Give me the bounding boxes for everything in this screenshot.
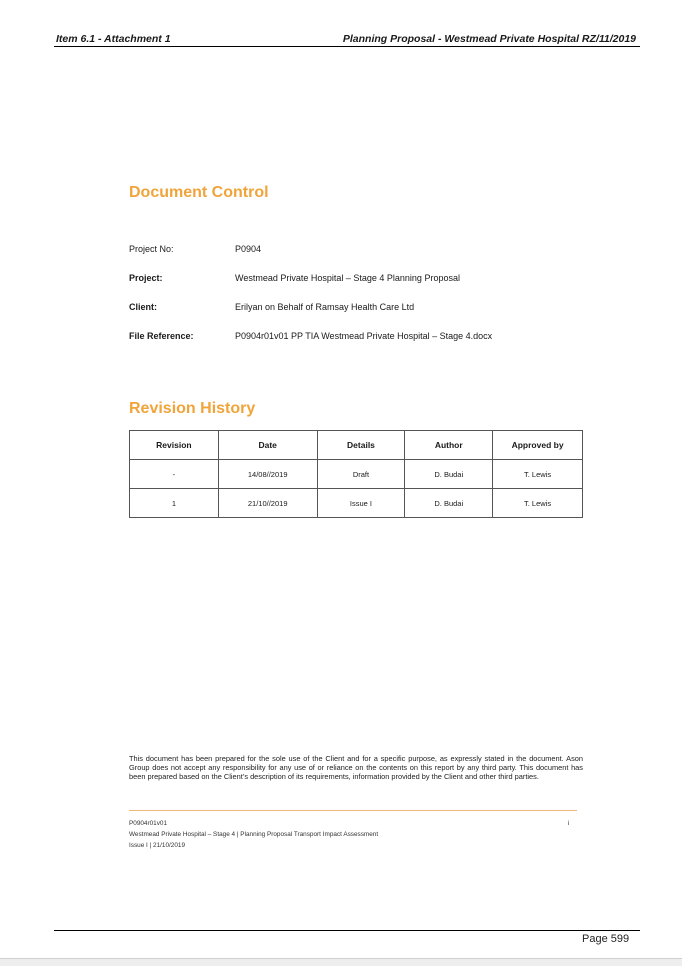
column-header-details: Details — [317, 431, 405, 460]
cell-approved-by: T. Lewis — [493, 460, 583, 489]
field-label: Client: — [129, 302, 157, 312]
footer-divider — [129, 810, 577, 811]
footer-reference: P0904r01v01 — [129, 820, 168, 827]
column-header-revision: Revision — [130, 431, 219, 460]
field-label: Project No: — [129, 244, 174, 254]
field-label: Project: — [129, 273, 163, 283]
field-value: Westmead Private Hospital – Stage 4 Planning Proposal — [235, 273, 460, 283]
field-value: P0904r01v01 PP TIA Westmead Private Hospital – Stage 4.docx — [235, 331, 493, 341]
table-header-row — [130, 431, 583, 460]
revision-table — [129, 430, 583, 518]
column-header-author: Author — [405, 431, 493, 460]
table-row — [130, 460, 583, 489]
cell-author: D. Budai — [405, 460, 493, 489]
footer-page-roman: i — [568, 820, 570, 827]
cell-date: 21/10//2019 — [218, 489, 317, 518]
cell-revision: - — [130, 460, 219, 489]
bottom-divider — [54, 930, 640, 931]
cell-author: D. Budai — [405, 489, 493, 518]
column-header-date: Date — [218, 431, 317, 460]
footer-issue: Issue I | 21/10/2019 — [129, 842, 186, 849]
field-value: Erilyan on Behalf of Ramsay Health Care Ltd — [235, 302, 415, 312]
column-header-approved-by: Approved by — [493, 431, 583, 460]
footer-title: Westmead Private Hospital – Stage 4 | Planning Proposal Transport Impact Assessment — [129, 831, 379, 838]
revision-history-heading: Revision History — [129, 400, 256, 417]
cell-details: Draft — [317, 460, 405, 489]
disclaimer-text: This document has been prepared for the sole use of the Client and for a specific purpose, as expressly stated in the document. Ason Group does not accept any responsibility for any use of or reliance on the contents on this report by any third party. This document has been prepared based on the Client’s description of its requirements, information provided by the Client and other third parties. — [129, 754, 583, 781]
cell-revision: 1 — [130, 489, 219, 518]
page-header — [54, 32, 640, 47]
cell-approved-by: T. Lewis — [493, 489, 583, 518]
cell-date: 14/08//2019 — [218, 460, 317, 489]
table-row — [130, 489, 583, 518]
header-proposal-title: Planning Proposal - Westmead Private Hospital RZ/11/2019 — [342, 33, 636, 45]
document-control-heading: Document Control — [129, 184, 269, 201]
cell-details: Issue I — [317, 489, 405, 518]
header-attachment-label: Item 6.1 - Attachment 1 — [56, 33, 171, 45]
field-value: P0904 — [235, 244, 262, 254]
field-label: File Reference: — [129, 331, 194, 341]
page-number: Page 599 — [582, 933, 630, 945]
